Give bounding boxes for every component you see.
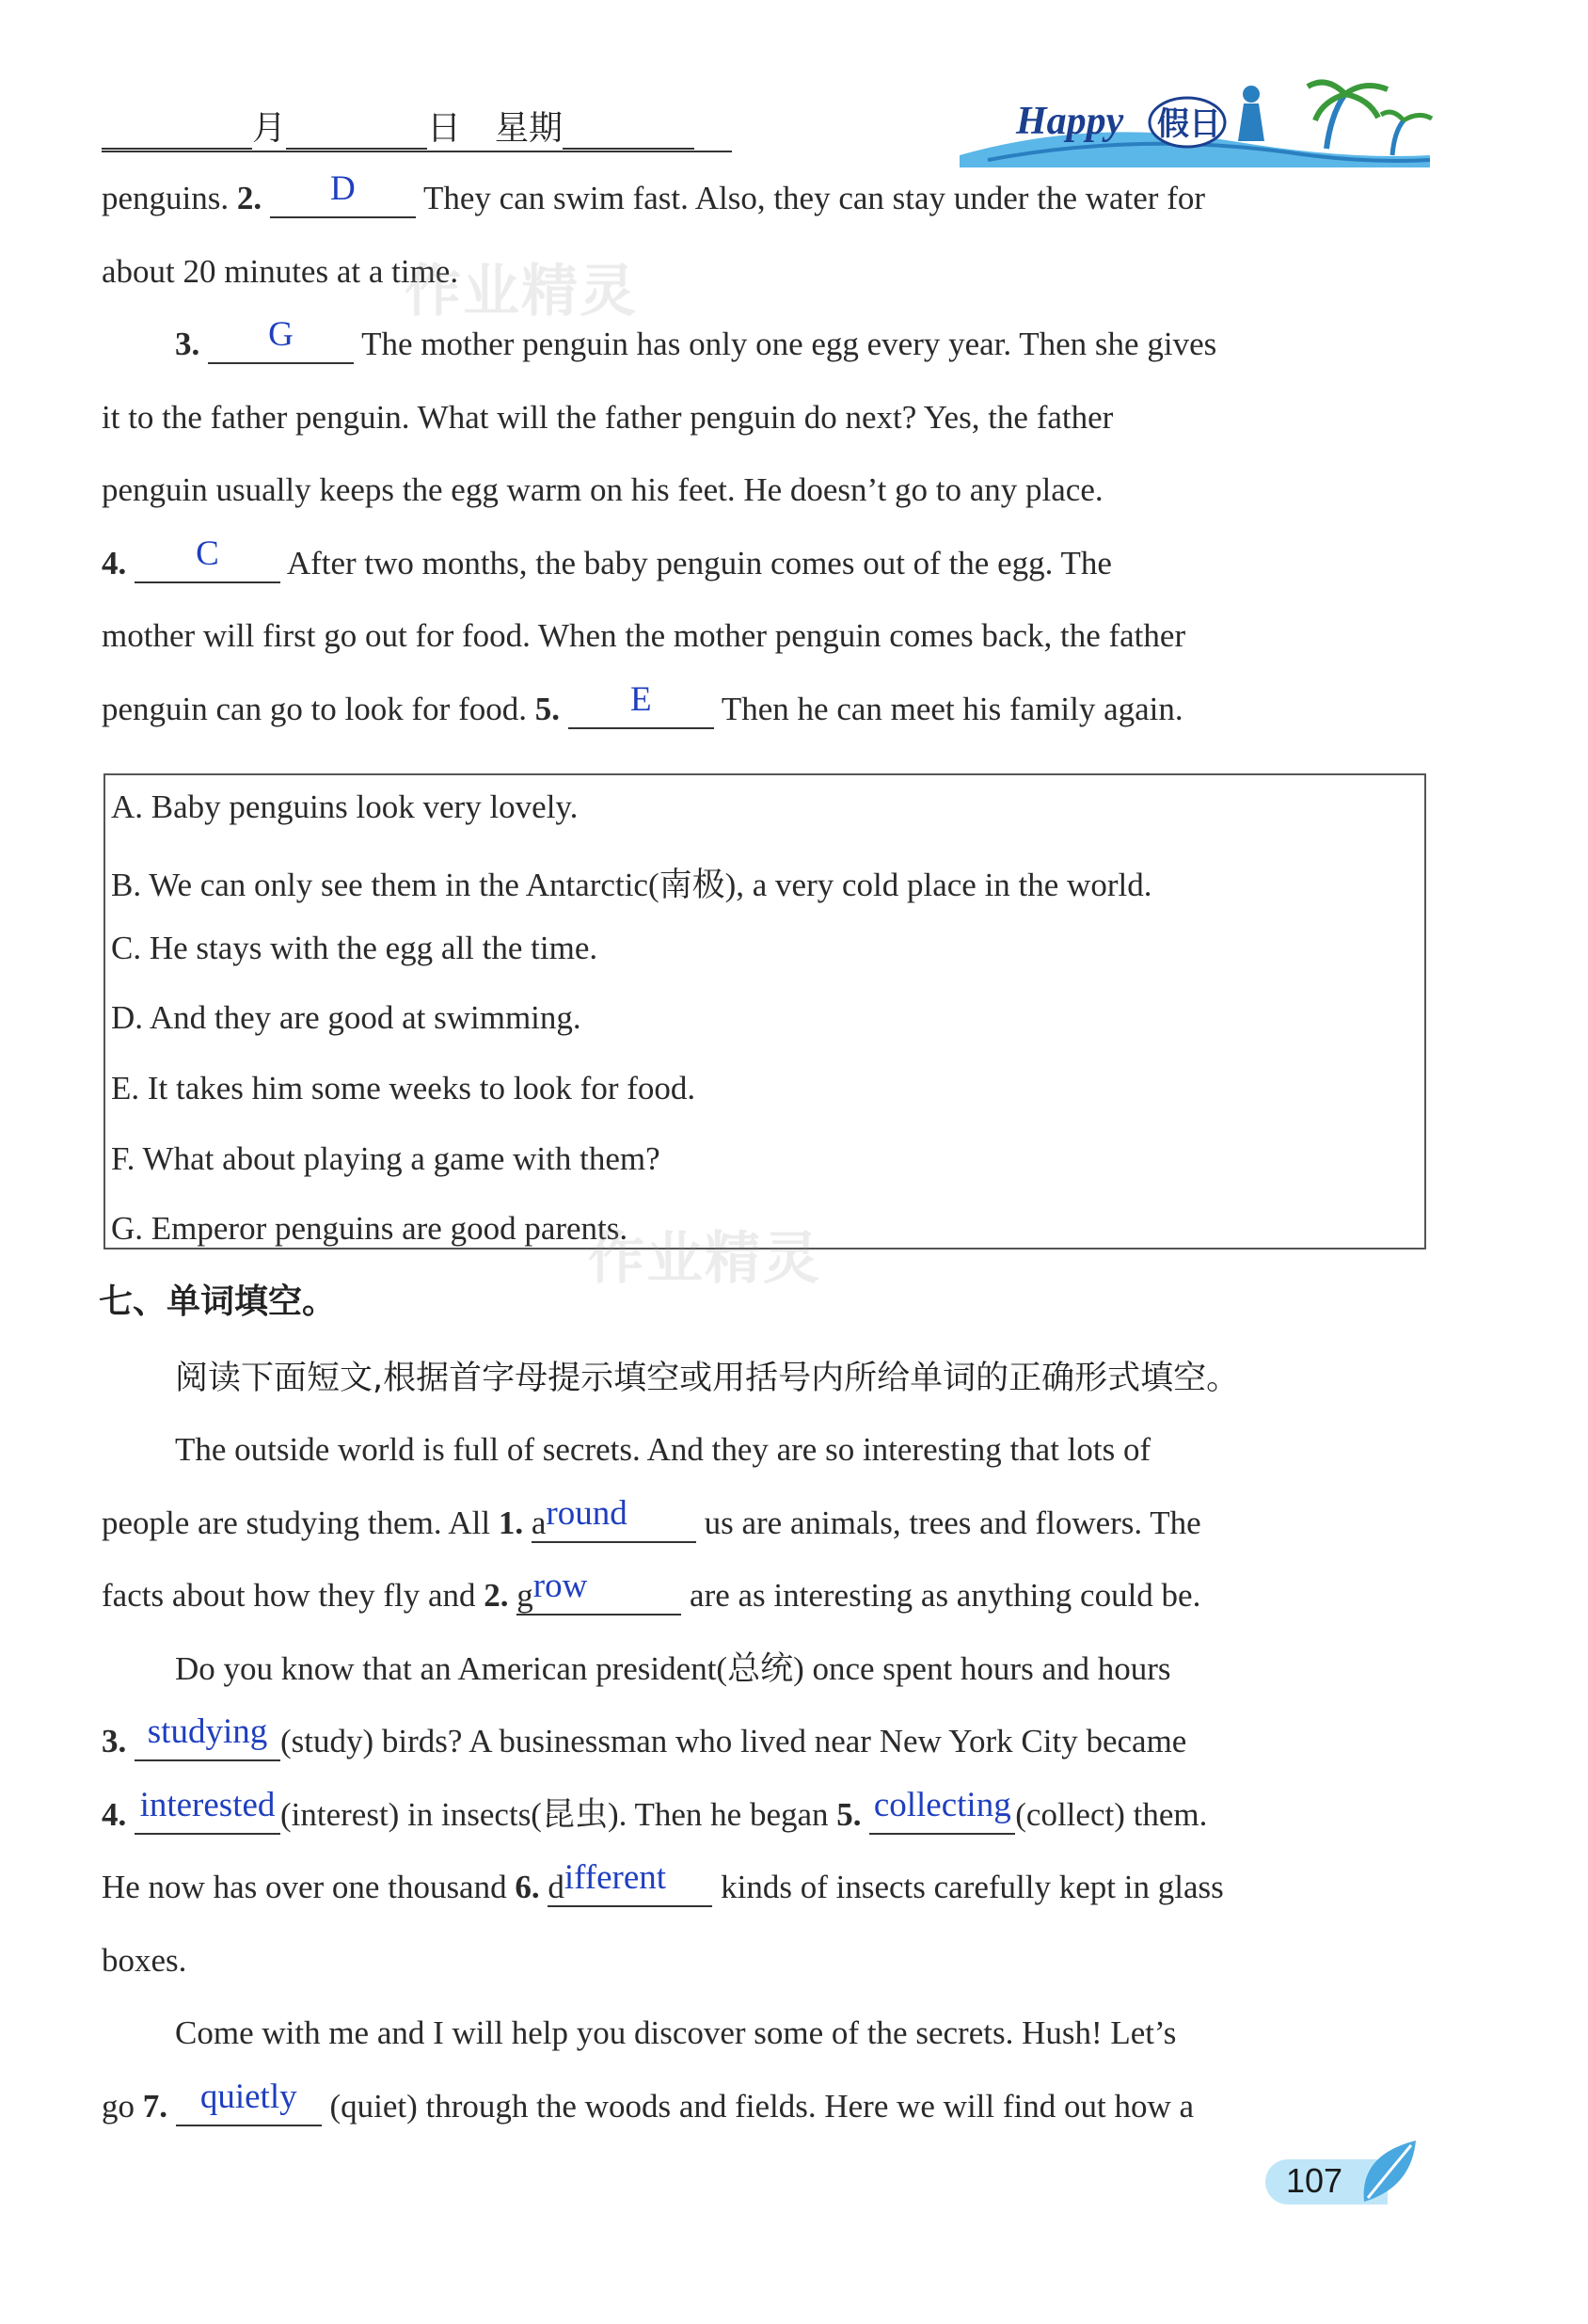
option-g: G. Emperor penguins are good parents. [111, 1210, 628, 1247]
answer-blank-4[interactable] [135, 1785, 280, 1835]
hint-letter: g [516, 1577, 533, 1614]
text-span: (quiet) through the woods and fields. Here we will find out how a [329, 2087, 1195, 2125]
question-number: 5. [836, 1795, 862, 1833]
question-number: 6. [515, 1869, 540, 1905]
answer-blank-7[interactable] [176, 2077, 322, 2126]
answer-text: D [330, 169, 356, 208]
question-number: 4. [102, 544, 127, 581]
answer-blank-5[interactable] [869, 1785, 1015, 1835]
logo-happy-text: Happy [1016, 100, 1124, 143]
watermark: 作业精灵 [588, 1226, 821, 1292]
page-number: 107 [1286, 2161, 1343, 2200]
hint-letter: a [531, 1504, 547, 1541]
question-number: 1. [498, 1504, 524, 1541]
text-span: kinds of insects carefully kept in glass [721, 1869, 1224, 1905]
passage-line: The outside world is full of secrets. And they are so interesting that lots of [175, 1431, 1151, 1468]
text-span: Then he can meet his family again. [721, 690, 1183, 727]
happy-holiday-logo [950, 66, 1439, 169]
text-span: facts about how they fly and [102, 1577, 476, 1614]
option-d: D. And they are good at swimming. [111, 999, 581, 1036]
answer-blank-1[interactable] [531, 1493, 696, 1543]
month-blank [102, 110, 252, 150]
passage-line: Do you know that an American president(总统) once spent hours and hours [175, 1649, 1171, 1687]
question-number: 4. [102, 1795, 127, 1833]
passage-line [102, 673, 1437, 746]
text-span: penguin can go to look for food. [102, 690, 527, 727]
passage-line [102, 1559, 1437, 1632]
day-blank [286, 110, 427, 150]
option-e: E. It takes him some weeks to look for food. [111, 1070, 696, 1106]
answer-blank-2[interactable] [516, 1567, 681, 1616]
text-span: The mother penguin has only one egg every year. Then she gives [361, 326, 1217, 362]
answer-blank-5[interactable] [568, 679, 714, 729]
passage-line: Come with me and I will help you discover some of the secrets. Hush! Let’s [175, 2014, 1177, 2051]
answer-text: G [268, 315, 294, 354]
text-span: After two months, the baby penguin comes out of the egg. The [286, 544, 1112, 581]
answer-blank-4[interactable] [135, 533, 280, 583]
section-instruction: 阅读下面短文,根据首字母提示填空或用括号内所给单词的正确形式填空。 [175, 1360, 1240, 1397]
passage-line [102, 527, 1437, 600]
passage-line: penguin usually keeps the egg warm on his feet. He doesn’t go to any place. [102, 471, 1104, 508]
passage-line: boxes. [102, 1941, 187, 1979]
passage-line: about 20 minutes at a time. [102, 252, 459, 290]
logo-holiday-text: 假日 [1157, 105, 1221, 143]
passage-line [102, 1705, 1437, 1778]
answer-blank-6[interactable] [548, 1858, 712, 1907]
text-span: us are animals, trees and flowers. The [704, 1504, 1201, 1541]
passage-penguins [102, 162, 1437, 745]
text-span: (collect) them. [1015, 1795, 1208, 1833]
week-blank [563, 110, 694, 150]
header-rule [102, 151, 732, 152]
question-number: 2. [484, 1577, 509, 1614]
question-number: 5. [534, 690, 560, 727]
passage-line [102, 1778, 1437, 1852]
passage-line: it to the father penguin. What will the father penguin do next? Yes, the father [102, 398, 1114, 436]
day-label: 日 [427, 109, 462, 148]
answer-blank-3[interactable] [135, 1712, 280, 1761]
text-span: (study) birds? A businessman who lived near New York City became [280, 1723, 1187, 1759]
answer-text: quietly [199, 2077, 297, 2116]
text-span: They can swim fast. Also, they can stay under the water for [423, 180, 1206, 216]
answer-text: ifferent [564, 1858, 667, 1897]
option-c: C. He stays with the egg all the time. [111, 930, 598, 966]
text-span: (interest) in insects(昆虫). Then he began [280, 1795, 829, 1833]
leaf-icon [1355, 2136, 1421, 2211]
passage-secrets [102, 1413, 1437, 2142]
text-span: penguins. [102, 180, 230, 216]
answer-text: C [196, 533, 219, 573]
answer-blank-3[interactable] [208, 315, 354, 364]
question-number: 3. [175, 326, 200, 362]
month-label: 月 [252, 109, 287, 148]
text-span: go [102, 2087, 135, 2125]
question-number: 3. [102, 1723, 127, 1759]
option-f: F. What about playing a game with them? [111, 1140, 660, 1177]
hint-letter: d [548, 1869, 564, 1905]
answer-text: row [532, 1567, 588, 1605]
answer-text: round [546, 1493, 627, 1533]
question-number: 7. [142, 2087, 167, 2125]
answer-text: collecting [873, 1785, 1011, 1824]
text-span: people are studying them. All [102, 1504, 491, 1541]
text-span: He now has over one thousand [102, 1869, 507, 1905]
option-b: B. We can only see them in the Antarctic(南极), a very cold place in the world. [111, 867, 1152, 903]
answer-text: interested [139, 1785, 276, 1824]
passage-line [102, 308, 1437, 381]
answer-blank-2[interactable] [270, 169, 416, 218]
watermark: 作业精灵 [405, 259, 638, 325]
section-title: 七、单词填空。 [99, 1282, 337, 1321]
option-a: A. Baby penguins look very lovely. [111, 788, 579, 825]
answer-text: E [629, 679, 652, 719]
passage-line [102, 1487, 1437, 1560]
question-number: 2. [236, 180, 262, 216]
person-icon [1243, 86, 1260, 103]
week-label: 星期 [495, 109, 564, 148]
options-box [103, 773, 1426, 1250]
date-header [102, 102, 694, 158]
passage-line [102, 1851, 1437, 1924]
passage-line [102, 2070, 1437, 2143]
answer-text: studying [147, 1712, 268, 1751]
text-span: are as interesting as anything could be. [690, 1577, 1201, 1614]
passage-line: mother will first go out for food. When the mother penguin comes back, the father [102, 617, 1186, 654]
passage-line [102, 162, 1437, 235]
